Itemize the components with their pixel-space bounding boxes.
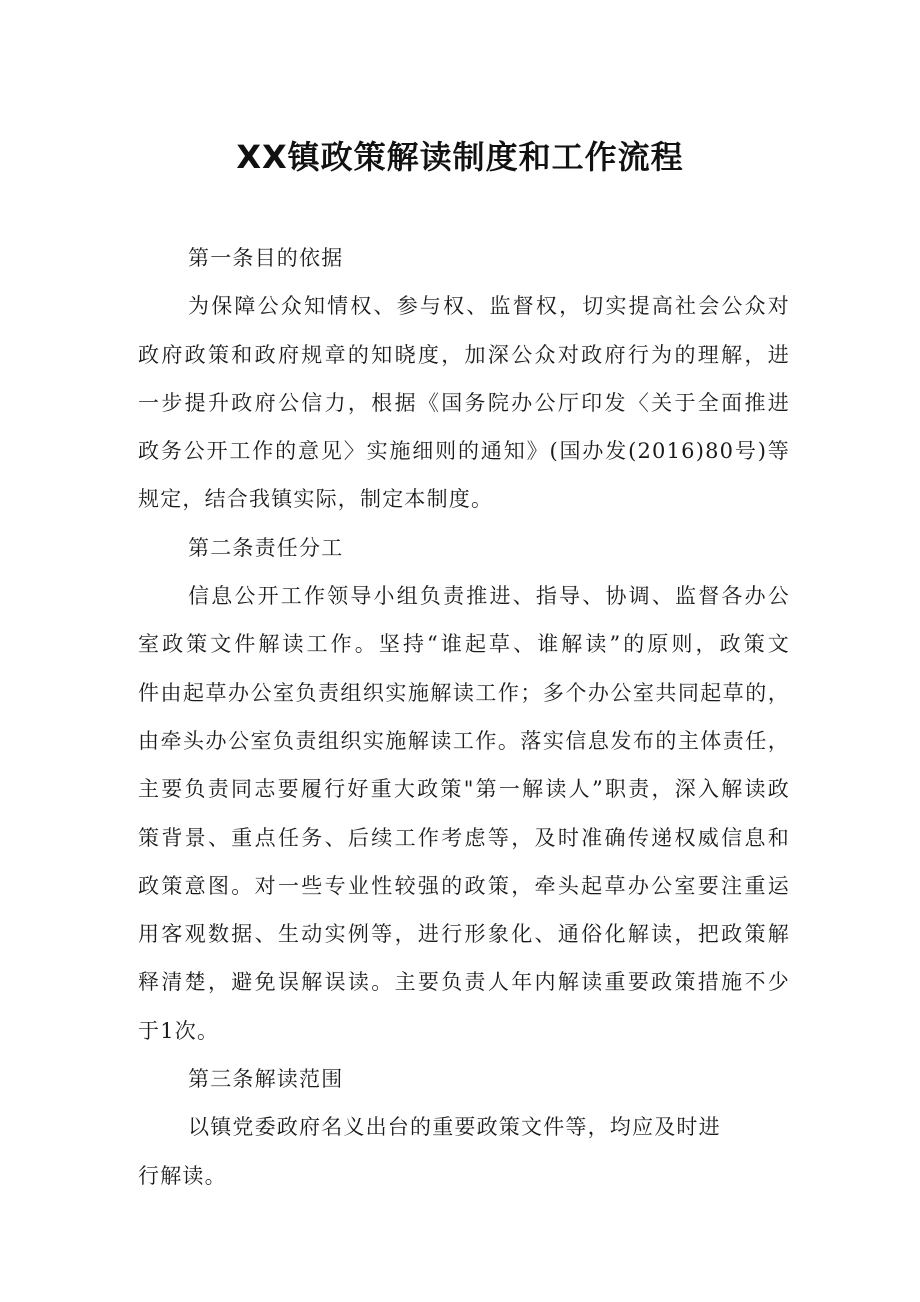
paragraph-line: 释清楚，避免误解误读。主要负责人年内解读重要政策措施不少 (138, 970, 790, 995)
paragraph-line: 信息公开工作领导小组负责推进、指导、协调、监督各办公 (188, 584, 790, 609)
paragraph-line: 政府政策和政府规章的知晓度，加深公众对政府行为的理解，进 (138, 342, 790, 367)
paragraph-line: 一步提升政府公信力，根据《国务院办公厅印发〈关于全面推进 (138, 390, 790, 415)
paragraph-line: 规定，结合我镇实际，制定本制度。 (138, 487, 494, 512)
article-heading-2: 第二条责任分工 (188, 535, 344, 560)
paragraph-line: 件由起草办公室负责组织实施解读工作；多个办公室共同起草的， (138, 680, 790, 705)
paragraph-line: 主要负责同志要履行好重大政策"第一解读人”职责，深入解读政 (138, 777, 790, 802)
paragraph-line: 行解读。 (138, 1163, 227, 1188)
paragraph-line: 政策意图。对一些专业性较强的政策，牵头起草办公室要注重运 (138, 873, 790, 898)
paragraph-line: 用客观数据、生动实例等，进行形象化、通俗化解读，把政策解 (138, 922, 790, 947)
paragraph-line: 以镇党委政府名义出台的重要政策文件等，均应及时进 (188, 1115, 721, 1140)
paragraph-line: 由牵头办公室负责组织实施解读工作。落实信息发布的主体责任， (138, 728, 790, 753)
article-heading-1: 第一条目的依据 (188, 246, 344, 270)
paragraph-line: 于1次。 (138, 1018, 220, 1043)
paragraph-line: 政务公开工作的意见〉实施细则的通知》(国办发(2016)80号)等 (138, 439, 790, 464)
article-heading-3: 第三条解读范围 (188, 1067, 344, 1092)
paragraph-line: 为保障公众知情权、参与权、监督权，切实提高社会公众对 (188, 294, 790, 319)
document-body (138, 234, 790, 1200)
document-title: XX镇政策解读制度和工作流程 (236, 138, 684, 176)
paragraph-line: 策背景、重点任务、后续工作考虑等，及时准确传递权威信息和 (138, 825, 790, 850)
paragraph-line: 室政策文件解读工作。坚持“谁起草、谁解读”的原则，政策文 (138, 632, 790, 657)
